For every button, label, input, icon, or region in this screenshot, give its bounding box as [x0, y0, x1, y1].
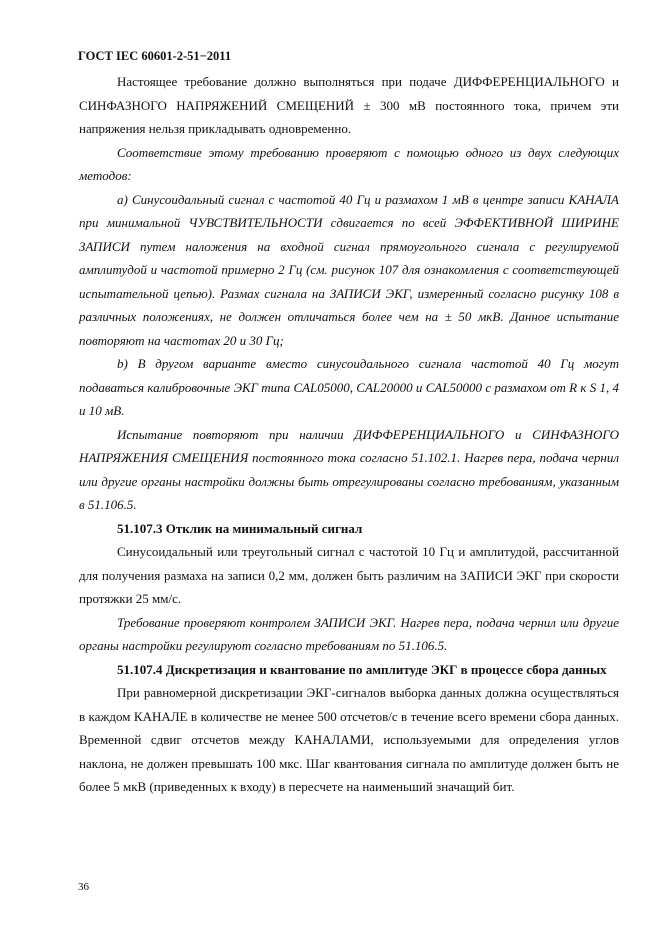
paragraph-method-a: а) Синусоидальный сигнал с частотой 40 Гц и размахом 1 мВ в центре записи КАНАЛА при минимальной ЧУВСТВИТЕЛЬНОСТИ сдвигается по всей ЭФФЕКТИВНОЙ ШИРИНЕ ЗАПИСИ путем наложения на входной сигнал прямоугольного сигнала с регулируемой амплитудой и частотой примерно 2 Гц (см. рисунок 107 для ознакомления с соответствующей испытательной цепью). Размах сигнала на ЗАПИСИ ЭКГ, измеренный согласно рисунку 108 в различных положениях, не должен отличаться более чем на ± 50 мкВ. Данное испытание повторяют на частотах 20 и 30 Гц;	[79, 191, 619, 348]
document-header: ГОСТ IEC 60601-2-51−2011	[78, 49, 232, 63]
paragraph-min-signal-check: Требование проверяют контролем ЗАПИСИ ЭКГ. Нагрев пера, подача чернил или другие органы настройки регулируют согласно требованиям по 51.106.5.	[79, 614, 619, 653]
section-heading-51-107-4: 51.107.4 Дискретизация и квантование по амплитуде ЭКГ в процессе сбора данных	[117, 661, 607, 677]
section-heading-51-107-3: 51.107.3 Отклик на минимальный сигнал	[117, 520, 363, 536]
paragraph-test-repeat: Испытание повторяют при наличии ДИФФЕРЕНЦИАЛЬНОГО и СИНФАЗНОГО НАПРЯЖЕНИЯ СМЕЩЕНИЯ постоянного тока согласно 51.102.1. Нагрев пера, подача чернил или другие органы настройки должны быть отрегулированы согласно требованиям, указанным в 51.106.5.	[79, 426, 619, 512]
paragraph-sampling: При равномерной дискретизации ЭКГ-сигналов выборка данных должна осуществляться в каждом КАНАЛЕ в количестве не менее 500 отсчетов/с в течение всего времени сбора данных. Временной сдвиг отсчетов между КАНАЛАМИ, используемыми для определения углов наклона, не должен превышать 100 мкс. Шаг квантования сигнала по амплитуде должен быть не более 5 мкВ (приведенных к входу) в пересчете на наименьший значащий бит.	[79, 685, 619, 794]
paragraph-requirement: Настоящее требование должно выполняться при подаче ДИФФЕРЕНЦИАЛЬНОГО и СИНФАЗНОГО НАПРЯЖЕНИЙ СМЕЩЕНИЙ ± 300 мВ постоянного тока, причем эти напряжения нельзя прикладывать одновременно.	[79, 74, 619, 136]
document-body	[79, 70, 619, 799]
paragraph-min-signal: Синусоидальный или треугольный сигнал с частотой 10 Гц и амплитудой, рассчитанной для получения размаха на записи 0,2 мм, должен быть различим на ЗАПИСИ ЭКГ при скорости протяжки 25 мм/с.	[79, 544, 619, 606]
page-number: 36	[78, 881, 89, 893]
paragraph-method-b: b) В другом варианте вместо синусоидального сигнала частотой 40 Гц могут подаваться калибровочные ЭКГ типа CAL05000, CAL20000 и CAL50000 с размахом от R к S 1, 4 и 10 мВ.	[79, 356, 619, 418]
paragraph-compliance-methods: Соответствие этому требованию проверяют с помощью одного из двух следующих методов:	[79, 144, 619, 183]
